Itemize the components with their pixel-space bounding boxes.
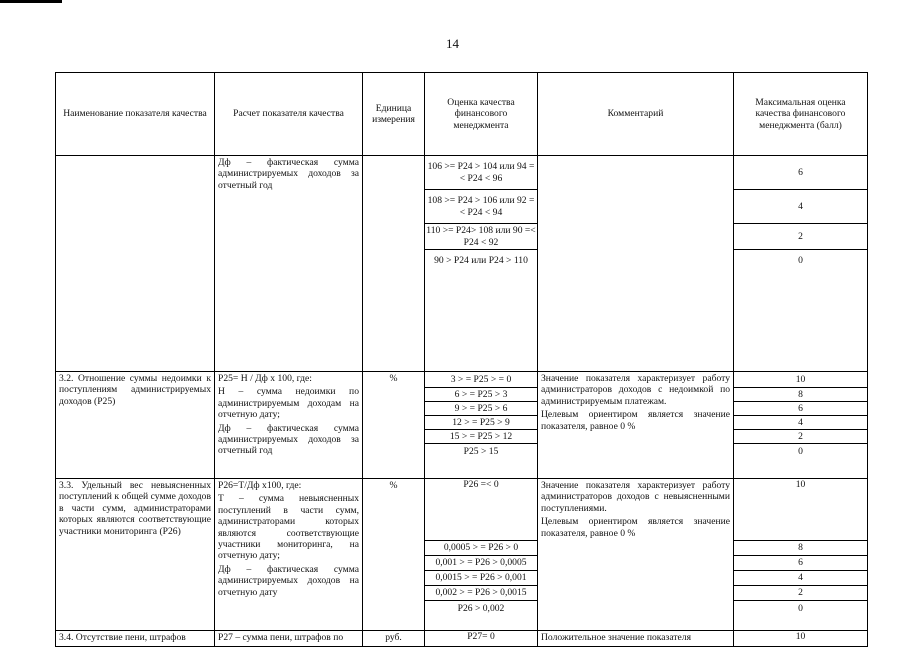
score-value-text: 2	[798, 587, 803, 599]
comment-line: Значение показателя характеризует работу администраторов доходов с недоимкой по администрируемым платежам.	[541, 373, 730, 407]
score-list	[734, 631, 867, 646]
calculation-line: Дф – фактическая сумма администрируемых доходов на отчетную дату	[218, 563, 359, 598]
score-value	[734, 190, 867, 224]
evaluation-condition	[425, 224, 537, 250]
score-value	[734, 631, 867, 643]
evaluation-condition-text: 6 > = Р25 > 3	[454, 388, 508, 400]
score-value	[734, 601, 867, 617]
score-value	[734, 479, 867, 541]
evaluation-condition	[425, 444, 537, 459]
evaluation-cell	[425, 156, 538, 372]
indicator-name-cell: 3.2. Отношение суммы недоимки к поступлениям администрируемых доходов (Р25)	[56, 372, 215, 479]
score-value	[734, 372, 867, 388]
unit-cell: %	[363, 372, 425, 479]
calculation-line: Р25= Н / Дф х 100, где:	[218, 373, 312, 384]
comment-cell	[538, 372, 734, 479]
evaluation-cell	[425, 631, 538, 647]
evaluation-condition-text: 12 > = Р25 > 9	[452, 416, 510, 428]
calculation-line: Н – сумма недоимки по администрируемым доходам на отчетную дату;	[218, 386, 359, 421]
score-value-text: 0	[798, 445, 803, 457]
evaluation-list	[425, 631, 537, 646]
score-value-text: 6	[798, 557, 803, 569]
score-value	[734, 388, 867, 402]
score-value	[734, 224, 867, 250]
evaluation-condition	[425, 388, 537, 402]
evaluation-condition-text: 108 >= P24 > 106 или 92 =< P24 < 94	[427, 195, 535, 218]
header-comment: Комментарий	[538, 73, 734, 156]
score-value-text: 2	[798, 430, 803, 442]
score-value	[734, 586, 867, 601]
unit-cell	[363, 156, 425, 372]
score-value-text: 6	[798, 402, 803, 414]
score-value-text: 4	[798, 200, 803, 212]
evaluation-condition	[425, 631, 537, 643]
evaluation-condition	[425, 541, 537, 556]
evaluation-condition	[425, 402, 537, 416]
max-score-cell	[734, 631, 868, 647]
comment-line: Целевым ориентиром является значение показателя, равное 0 %	[541, 516, 730, 539]
score-value	[734, 156, 867, 190]
indicator-name-cell: 3.4. Отсутствие пени, штрафов	[56, 631, 215, 647]
header-name: Наименование показателя качества	[56, 73, 215, 156]
max-score-cell	[734, 479, 868, 631]
evaluation-condition-text: Р26 > 0,002	[457, 603, 505, 615]
score-value-text: 10	[795, 479, 806, 490]
header-unit: Единица измерения	[363, 73, 425, 156]
score-value-text: 8	[798, 388, 803, 400]
score-value-text: 0	[798, 255, 803, 267]
score-value-text: 10	[795, 373, 806, 385]
score-value-text: 10	[795, 631, 806, 643]
max-score-cell	[734, 156, 868, 372]
table-header-row	[56, 73, 868, 156]
header-calc: Расчет показателя качества	[215, 73, 363, 156]
evaluation-condition-text: Р26 =< 0	[463, 479, 499, 490]
evaluation-condition	[425, 156, 537, 190]
score-value-text: 4	[798, 416, 803, 428]
evaluation-condition-text: 110 >= P24> 108 или 90 =< P24 < 92	[426, 225, 536, 248]
header-max-score: Максимальная оценка качества финансового менеджмента (балл)	[734, 73, 868, 156]
evaluation-condition-text: 0,001 > = Р26 > 0,0005	[435, 557, 527, 569]
evaluation-condition-text: 0,0015 > = Р26 > 0,001	[435, 572, 527, 584]
calculation-line: Дф – фактическая сумма администрируемых доходов за отчетный год	[218, 157, 359, 191]
table-row	[56, 156, 868, 372]
evaluation-condition	[425, 479, 537, 541]
evaluation-list	[425, 372, 537, 478]
quality-indicators-table	[55, 72, 868, 647]
score-value-text: 0	[798, 603, 803, 615]
evaluation-condition-text: Р25 > 15	[463, 445, 499, 457]
max-score-cell	[734, 372, 868, 479]
calculation-line: Дф – фактическая сумма администрируемых доходов за отчетный год	[218, 422, 359, 457]
comment-cell	[538, 631, 734, 647]
table-row	[56, 372, 868, 479]
score-value	[734, 402, 867, 416]
score-list	[734, 372, 867, 478]
corner-mark	[0, 0, 62, 3]
unit-cell: %	[363, 479, 425, 631]
score-value	[734, 444, 867, 459]
evaluation-condition	[425, 556, 537, 571]
score-value	[734, 430, 867, 444]
evaluation-condition-text: 15 > = Р25 > 12	[449, 430, 513, 442]
evaluation-condition	[425, 586, 537, 601]
evaluation-cell	[425, 372, 538, 479]
evaluation-condition-text: 9 > = Р25 > 6	[454, 402, 508, 414]
evaluation-list	[425, 156, 537, 371]
evaluation-condition	[425, 372, 537, 388]
evaluation-condition	[425, 416, 537, 430]
comment-cell	[538, 156, 734, 372]
indicator-name-cell: 3.3. Удельный вес невыясненных поступлений к общей сумме доходов в части сумм, администраторами которых являются соответствующие участники мониторинга (Р26)	[56, 479, 215, 631]
score-value-text: 2	[798, 230, 803, 242]
evaluation-condition	[425, 430, 537, 444]
table-row	[56, 631, 868, 647]
evaluation-condition	[425, 190, 537, 224]
evaluation-condition-text: 3 > = Р25 > = 0	[450, 373, 512, 385]
evaluation-condition-text: 90 > P24 или P24 > 110	[434, 255, 528, 267]
score-value	[734, 541, 867, 556]
score-value-text: 4	[798, 572, 803, 584]
score-value-text: 8	[798, 542, 803, 554]
comment-line: Положительное значение показателя	[541, 632, 691, 643]
comment-line: Значение показателя характеризует работу администраторов доходов с невыясненными поступлениями.	[541, 480, 730, 514]
score-value	[734, 250, 867, 272]
evaluation-condition-text: 0,002 > = Р26 > 0,0015	[435, 587, 527, 599]
table-row	[56, 479, 868, 631]
calculation-line: Т – сумма невыясненных поступлений в части сумм, администраторами которых являются соответствующие участники мониторинга, на отчетную дату;	[218, 493, 359, 562]
indicator-name-cell	[56, 156, 215, 372]
score-value	[734, 556, 867, 571]
calculation-cell	[215, 631, 363, 647]
evaluation-condition	[425, 571, 537, 586]
evaluation-condition-text: Р27= 0	[467, 631, 495, 643]
evaluation-cell	[425, 479, 538, 631]
score-list	[734, 479, 867, 630]
score-value	[734, 571, 867, 586]
evaluation-condition	[425, 601, 537, 617]
evaluation-condition-text: 0,0005 > = Р26 > 0	[443, 542, 519, 554]
header-eval: Оценка качества финансового менеджмента	[425, 73, 538, 156]
comment-cell	[538, 479, 734, 631]
calculation-cell	[215, 372, 363, 479]
page-number: 14	[446, 36, 459, 51]
score-value-text: 6	[798, 166, 803, 178]
evaluation-condition-text: 106 >= P24 > 104 или 94 =< P24 < 96	[427, 161, 535, 184]
evaluation-condition	[425, 250, 537, 272]
score-list	[734, 156, 867, 371]
calculation-line: Р26=Т/Дф х100, где:	[218, 480, 302, 491]
unit-cell: руб.	[363, 631, 425, 647]
evaluation-list	[425, 479, 537, 630]
calculation-cell	[215, 156, 363, 372]
score-value	[734, 416, 867, 430]
calculation-line: Р27 – сумма пени, штрафов по	[218, 632, 344, 643]
comment-line: Целевым ориентиром является значение показателя, равное 0 %	[541, 409, 730, 432]
calculation-cell	[215, 479, 363, 631]
